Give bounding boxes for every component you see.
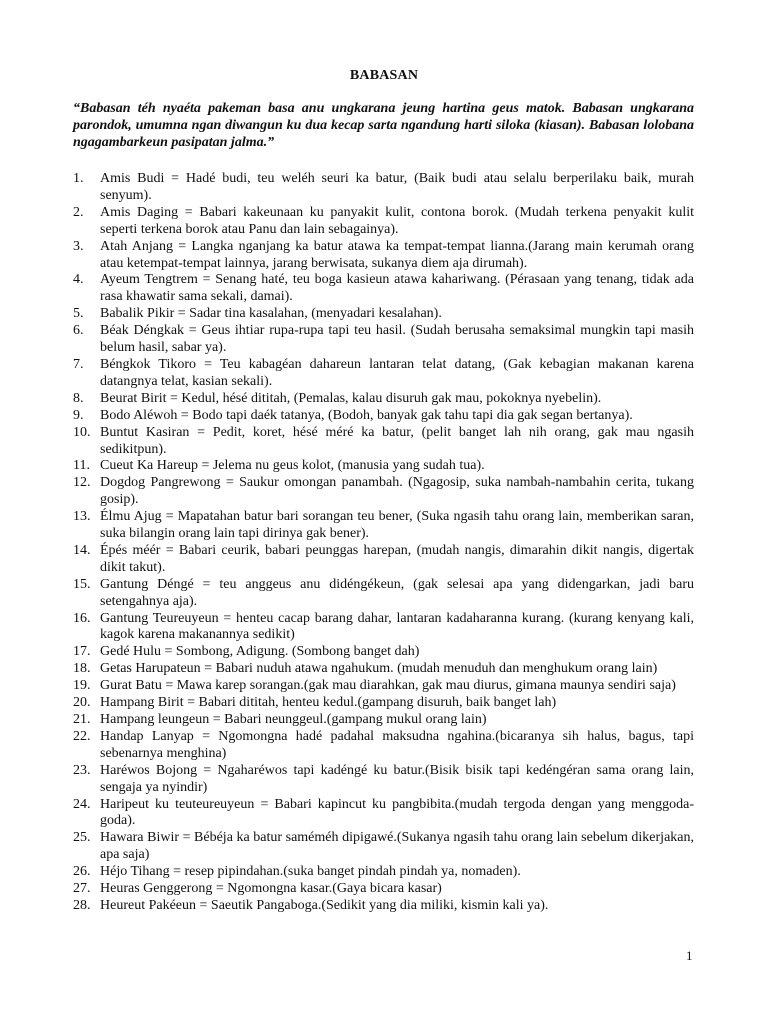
list-item-number: 8. — [73, 390, 84, 406]
list-item — [73, 695, 694, 712]
list-item-number: 1. — [73, 171, 84, 186]
list-item — [73, 509, 694, 543]
list-item-text: Babalik Pikir = Sadar tina kasalahan, (menyadari kesalahan). — [100, 306, 442, 322]
list-item-number: 16. — [73, 610, 91, 626]
list-item-text: Héjo Tihang = resep pipindahan.(suka banget pindah pindah ya, nomaden). — [100, 864, 521, 880]
list-item-number: 3. — [73, 238, 84, 254]
list-item — [73, 543, 694, 577]
list-item — [73, 881, 694, 898]
list-item-number: 27. — [73, 881, 91, 897]
list-item-text: Hampang Birit = Babari dititah, henteu kedul.(gampang disuruh, baik banget lah) — [100, 695, 557, 711]
list-item-text: Amis Daging = Babari kakeunaan ku panyakit kulit, contona borok. (Mudah terkena penyakit kulit seperti terkena borok atau Panu dan lain sebagainya). — [100, 204, 694, 237]
list-item-text: Amis Budi = Hadé budi, teu weléh seuri ka batur, (Baik budi atau selalu berperilaku baik, murah senyum). — [100, 171, 694, 203]
list-item-text: Épés méér = Babari ceurik, babari peunggas harepan, (mudah nangis, dimarahin dikit nangis, digertak dikit takut). — [100, 542, 694, 575]
intro-paragraph: “Babasan téh nyaéta pakeman basa anu ungkarana jeung hartina geus matok. Babasan ungkarana parondok, umumna ngan diwangun ku dua kecap sarta ngandung harti siloka (kiasan). Babasan lolobana ngagambarkeun pasipatan jalma.” — [73, 101, 694, 150]
list-item-text: Ayeum Tengtrem = Senang haté, teu boga kasieun atawa kahariwang. (Pérasaan yang tenang, tidak ada rasa khawatir sama sekali, damai). — [100, 272, 694, 305]
list-item-text: Dogdog Pangrewong = Saukur omongan panambah. (Ngagosip, suka nambah-nambahin cerita, tukang gosip). — [100, 475, 694, 508]
list-item-number: 5. — [73, 306, 84, 322]
list-item-text: Haréwos Bojong = Ngaharéwos tapi kadéngé ku batur.(Bisik bisik tapi kedéngéran sama orang lain, sengaja ya nyindir) — [100, 762, 694, 795]
list-item-number: 18. — [73, 661, 91, 677]
list-item — [73, 391, 694, 408]
list-item — [73, 357, 694, 391]
list-item-text: Handap Lanyap = Ngomongna hadé padahal maksudna ngahina.(bicaranya sih halus, bagus, tapi sebenarnya menghina) — [100, 728, 694, 761]
list-item — [73, 864, 694, 881]
list-item-number: 11. — [73, 458, 90, 474]
list-item — [73, 272, 694, 306]
list-item — [73, 712, 694, 729]
list-item — [73, 729, 694, 763]
list-item — [73, 205, 694, 239]
list-item — [73, 830, 694, 864]
page-number: 1 — [686, 948, 693, 963]
list-item — [73, 408, 694, 425]
list-item-text: Béak Déngkak = Geus ihtiar rupa-rupa tapi teu hasil. (Sudah berusaha semaksimal mungkin tapi masih belum hasil, sabar ya). — [100, 323, 694, 356]
list-item-number: 6. — [73, 323, 84, 339]
list-item — [73, 678, 694, 695]
document-title: BABASAN — [349, 68, 419, 83]
list-item — [73, 797, 694, 831]
list-item — [73, 425, 694, 459]
list-item — [73, 577, 694, 611]
list-item-text: Cueut Ka Hareup = Jelema nu geus kolot, (manusia yang sudah tua). — [100, 458, 485, 474]
list-item — [73, 763, 694, 797]
list-item-number: 7. — [73, 356, 84, 372]
list-item-text: Gantung Déngé = teu anggeus anu didéngékeun, (gak selesai apa yang didengarkan, jadi baru setengahnya aja). — [100, 576, 694, 609]
list-item-number: 19. — [73, 678, 91, 694]
list-item-text: Buntut Kasiran = Pedit, koret, hésé méré ka batur, (pelit banget lah nih orang, gak mau ngasih sedikitpun). — [100, 424, 694, 457]
list-item-number: 24. — [73, 796, 91, 812]
list-item — [73, 323, 694, 357]
list-item — [73, 898, 694, 915]
list-item-text: Haripeut ku teuteureuyeun = Babari kapincut ku pangbibita.(mudah tergoda dengan yang menggoda-goda). — [100, 796, 694, 829]
babasan-list — [73, 171, 694, 915]
list-item-text: Gantung Teureuyeun = henteu cacap barang dahar, lantaran kadaharanna kurang. (kurang kenyang kali, kagok karena makanannya sedikit) — [100, 610, 694, 643]
list-item — [73, 611, 694, 645]
list-item — [73, 458, 694, 475]
list-item-text: Hampang leungeun = Babari neunggeul.(gampang mukul orang lain) — [100, 712, 487, 727]
list-item-number: 12. — [73, 475, 91, 491]
list-item-text: Gurat Batu = Mawa karep sorangan.(gak mau diarahkan, gak mau diurus, gimana maunya sendiri saja) — [100, 678, 676, 694]
list-item-number: 15. — [73, 576, 91, 592]
list-item-text: Gedé Hulu = Sombong, Adigung. (Sombong banget dah) — [100, 644, 420, 660]
list-item-number: 17. — [73, 644, 91, 660]
list-item — [73, 661, 694, 678]
list-item-text: Getas Harupateun = Babari nuduh atawa ngahukum. (mudah menuduh dan menghukum orang lain) — [100, 661, 658, 677]
list-item-text: Heuras Genggerong = Ngomongna kasar.(Gaya bicara kasar) — [100, 881, 442, 897]
list-item — [73, 306, 694, 323]
list-item-text: Hawara Biwir = Bébéja ka batur saméméh dipigawé.(Sukanya ngasih tahu orang lain sebelum dikerjakan, apa saja) — [100, 830, 694, 863]
list-item-number: 2. — [73, 204, 84, 220]
list-item — [73, 475, 694, 509]
list-item-number: 25. — [73, 830, 91, 846]
list-item-number: 26. — [73, 864, 91, 880]
list-item-number: 28. — [73, 897, 91, 913]
list-item-number: 13. — [73, 509, 91, 525]
list-item-number: 21. — [73, 712, 91, 727]
list-item-text: Atah Anjang = Langka nganjang ka batur atawa ka tempat-tempat lianna.(Jarang main kerumah orang atau ketempat-tempat lainnya, jarang berwisata, sukanya diem aja dirumah). — [100, 238, 694, 271]
list-item-text: Bodo Aléwoh = Bodo tapi daék tatanya, (Bodoh, banyak gak tahu tapi dia gak segan bertanya). — [100, 407, 633, 423]
list-item-number: 20. — [73, 695, 91, 711]
list-item — [73, 239, 694, 273]
list-item — [73, 171, 694, 205]
list-item — [73, 644, 694, 661]
list-item-number: 14. — [73, 542, 91, 558]
list-item-text: Élmu Ajug = Mapatahan batur bari sorangan teu bener, (Suka ngasih tahu orang lain, memberikan saran, suka bilangin orang lain tapi dirinya gak bener). — [100, 509, 694, 542]
list-item-number: 9. — [73, 407, 84, 423]
list-item-number: 22. — [73, 728, 91, 744]
list-item-number: 4. — [73, 272, 84, 288]
list-item-text: Béngkok Tikoro = Teu kabagéan dahareun lantaran telat datang, (Gak kebagian makanan karena datangnya telat, kasian sekali). — [100, 356, 694, 389]
list-item-text: Heureut Pakéeun = Saeutik Pangaboga.(Sedikit yang dia miliki, kismin kali ya). — [100, 897, 549, 913]
list-item-number: 10. — [73, 424, 91, 440]
list-item-text: Beurat Birit = Kedul, hésé dititah, (Pemalas, kalau disuruh gak mau, pokoknya nyebelin). — [100, 390, 602, 406]
list-item-number: 23. — [73, 762, 91, 778]
